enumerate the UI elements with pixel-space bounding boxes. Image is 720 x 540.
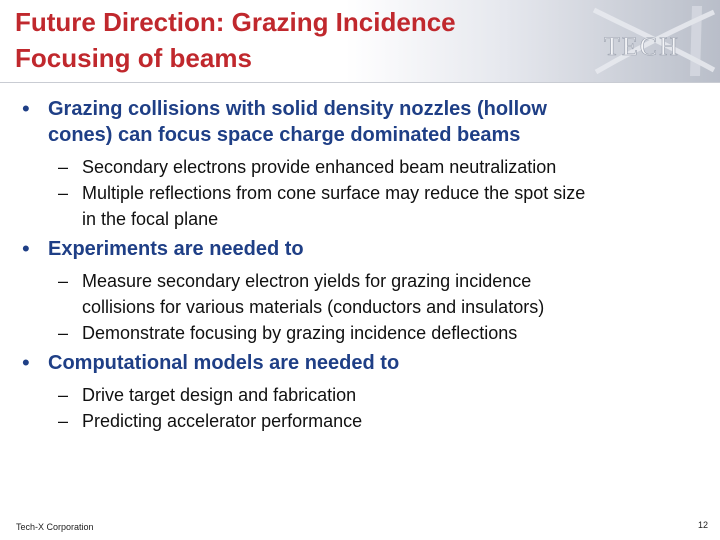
dash-marker: – <box>58 385 69 405</box>
bullet-1-line-1: Grazing collisions with solid density nozzles (hollow <box>48 98 547 120</box>
dash-marker: – <box>58 183 69 203</box>
sub-bullet-3-1 <box>0 382 720 408</box>
bullet-3 <box>0 350 720 376</box>
sub-bullet-2-1-line-1: Measure secondary electron yields for grazing incidence <box>82 271 532 291</box>
sub-bullet-2-2 <box>0 320 720 346</box>
bullet-1 <box>0 96 720 148</box>
sub-bullet-2-1-line-2: collisions for various materials (conductors and insulators) <box>82 297 545 317</box>
sub-bullet-1-2-line-1: Multiple reflections from cone surface may reduce the spot size <box>82 183 586 203</box>
slide-header <box>0 0 720 82</box>
sub-bullet-2-1 <box>0 268 720 320</box>
sub-bullet-3-2-text: Predicting accelerator performance <box>82 411 363 431</box>
bullet-1-line-2: cones) can focus space charge dominated beams <box>48 124 521 146</box>
sub-bullet-3-2 <box>0 408 720 434</box>
sub-bullet-1-1-text: Secondary electrons provide enhanced beam neutralization <box>82 157 557 177</box>
sub-bullet-2-2-text: Demonstrate focusing by grazing incidence deflections <box>82 323 518 343</box>
bullet-2-text: Experiments are needed to <box>48 238 304 260</box>
logo-text: TECH <box>604 32 680 61</box>
sub-bullet-1-2 <box>0 180 720 232</box>
dash-marker: – <box>58 323 69 343</box>
bullet-2 <box>0 236 720 262</box>
dash-marker: – <box>58 271 69 291</box>
title-line-2: Focusing of beams <box>15 43 252 73</box>
dash-marker: – <box>58 157 69 177</box>
bullet-marker: • <box>22 236 30 261</box>
slide-title <box>15 4 575 76</box>
footer-company: Tech-X Corporation <box>16 522 94 532</box>
bullet-3-text: Computational models are needed to <box>48 352 400 374</box>
sub-bullet-1-1 <box>0 154 720 180</box>
bullet-marker: • <box>22 96 30 121</box>
page-number: 12 <box>697 520 708 530</box>
bullet-marker: • <box>22 350 30 375</box>
slide-body <box>0 96 720 434</box>
title-line-1: Future Direction: Grazing Incidence <box>15 7 456 37</box>
sub-bullet-3-1-text: Drive target design and fabrication <box>82 385 357 405</box>
dash-marker: – <box>58 411 69 431</box>
tech-x-logo <box>574 0 720 82</box>
header-divider <box>0 82 720 83</box>
sub-bullet-1-2-line-2: in the focal plane <box>82 209 219 229</box>
